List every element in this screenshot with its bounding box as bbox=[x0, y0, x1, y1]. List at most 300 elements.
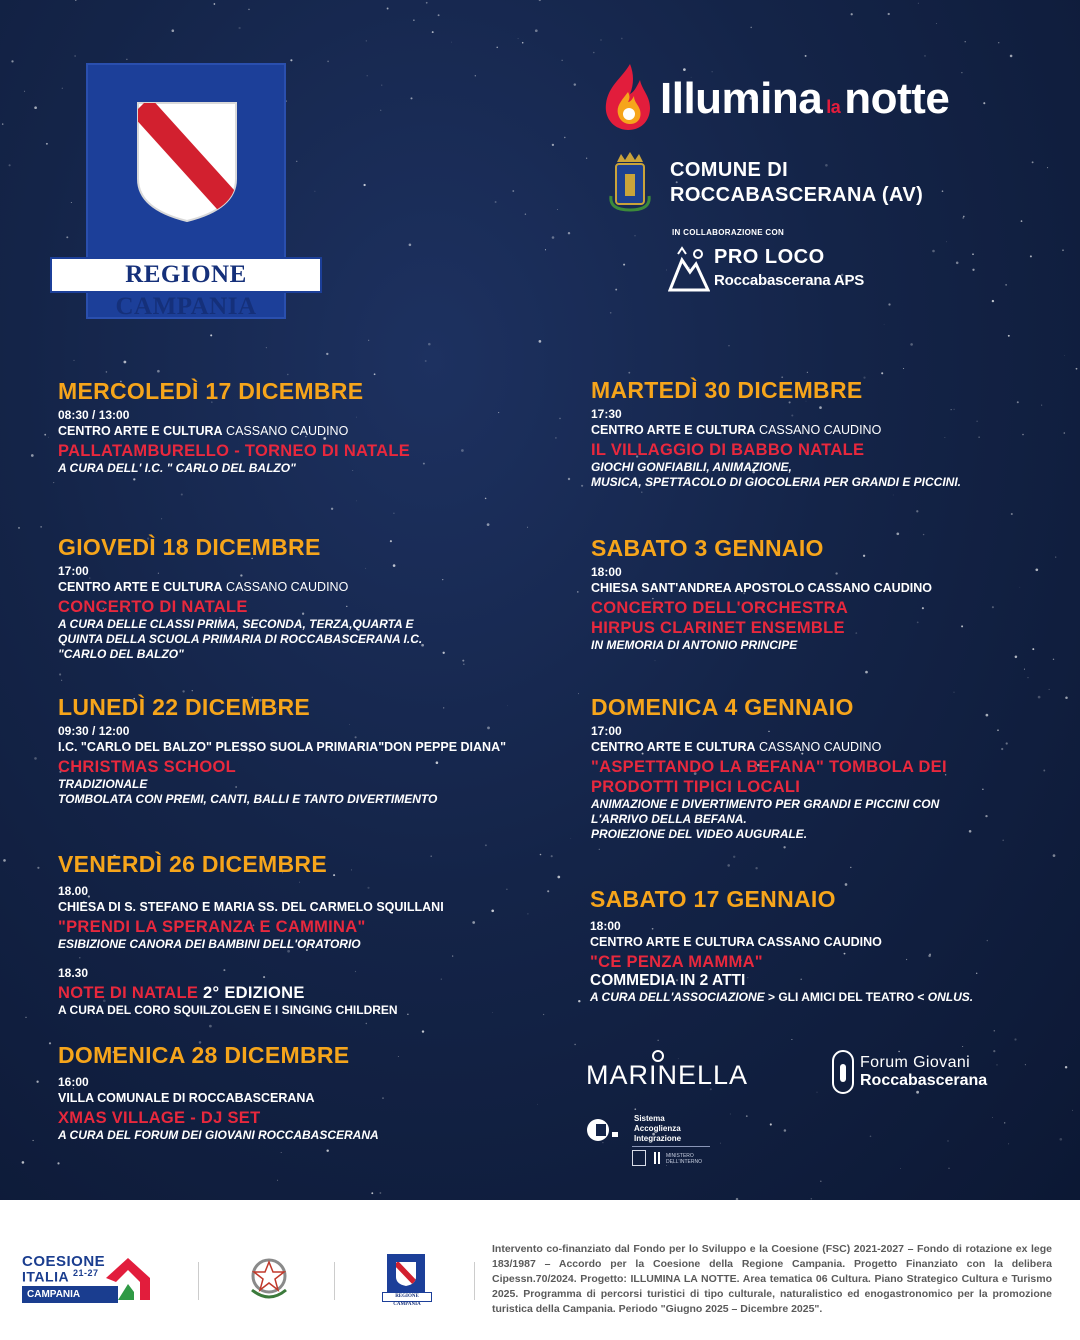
flame-icon bbox=[600, 62, 654, 132]
event-place-rest: CASSANO CAUDINO bbox=[755, 423, 882, 437]
star bbox=[327, 61, 329, 63]
star bbox=[562, 60, 563, 61]
star bbox=[22, 1161, 25, 1164]
star bbox=[948, 1168, 949, 1169]
star bbox=[425, 360, 427, 362]
star bbox=[851, 13, 853, 15]
star bbox=[491, 909, 494, 912]
star bbox=[495, 201, 497, 203]
star bbox=[496, 47, 497, 48]
star bbox=[366, 1023, 367, 1024]
star bbox=[485, 498, 487, 500]
star bbox=[574, 83, 576, 85]
star bbox=[578, 1000, 580, 1002]
star bbox=[366, 40, 367, 41]
star bbox=[1019, 587, 1020, 588]
event-desc: TRADIZIONALE bbox=[58, 777, 148, 791]
event-title: "PRENDI LA SPERANZA E CAMMINA" bbox=[58, 918, 366, 936]
star bbox=[1053, 854, 1056, 857]
star bbox=[11, 60, 13, 62]
star bbox=[25, 1017, 26, 1018]
star bbox=[393, 513, 395, 515]
event-title-2-white: 2° EDIZIONE bbox=[198, 984, 305, 1002]
star bbox=[615, 289, 617, 291]
star bbox=[487, 523, 490, 526]
star bbox=[811, 1198, 813, 1200]
star bbox=[1001, 748, 1003, 750]
star bbox=[1065, 697, 1068, 700]
event-place bbox=[591, 739, 947, 755]
event-place-bold: CENTRO ARTE E CULTURA bbox=[58, 580, 223, 594]
star bbox=[994, 1030, 996, 1032]
event-desc: "CARLO DEL BALZO" bbox=[58, 647, 184, 661]
star bbox=[1017, 401, 1019, 403]
star bbox=[586, 158, 587, 159]
event-domenica-28 bbox=[58, 1041, 379, 1143]
star bbox=[1008, 1144, 1009, 1145]
star bbox=[423, 463, 425, 465]
star bbox=[1021, 220, 1023, 222]
star bbox=[40, 526, 41, 527]
event-place bbox=[58, 579, 422, 595]
star bbox=[976, 421, 978, 423]
star bbox=[525, 213, 526, 214]
star bbox=[413, 20, 414, 21]
event-place-bold: CENTRO ARTE E CULTURA bbox=[58, 424, 223, 438]
star bbox=[374, 373, 376, 375]
event-place-bold: CHIESA SANT'ANDREA APOSTOLO CASSANO CAUDINO bbox=[591, 581, 932, 595]
star bbox=[547, 890, 549, 892]
star bbox=[1022, 434, 1024, 436]
star bbox=[74, 55, 75, 56]
collaboration-label: IN COLLABORAZIONE CON bbox=[672, 228, 785, 237]
star bbox=[621, 38, 623, 40]
event-time: 18:00 bbox=[590, 919, 621, 933]
star bbox=[238, 27, 240, 29]
event-day: SABATO 17 GENNAIO bbox=[590, 886, 836, 912]
star bbox=[451, 42, 452, 43]
event-desc: L'ARRIVO DELLA BEFANA. bbox=[591, 812, 747, 826]
event-place bbox=[58, 423, 410, 439]
star bbox=[3, 859, 6, 862]
star bbox=[48, 437, 49, 438]
star bbox=[1028, 677, 1029, 678]
sai-line-1: Sistema bbox=[634, 1114, 665, 1123]
event-title: "ASPETTANDO LA BEFANA" TOMBOLA DEI bbox=[591, 758, 947, 776]
star bbox=[442, 579, 443, 580]
star bbox=[870, 1136, 872, 1138]
star bbox=[972, 269, 974, 271]
star bbox=[996, 1064, 997, 1065]
star bbox=[936, 23, 937, 24]
star bbox=[106, 371, 108, 373]
star bbox=[46, 143, 48, 145]
star bbox=[552, 144, 554, 146]
event-giovedi-18 bbox=[58, 533, 422, 662]
star bbox=[1062, 249, 1064, 251]
star bbox=[1038, 696, 1041, 699]
star bbox=[1065, 1066, 1067, 1068]
star bbox=[961, 625, 963, 627]
star bbox=[9, 164, 11, 166]
star bbox=[462, 660, 464, 662]
star bbox=[1005, 284, 1006, 285]
coesione-campania-badge: CAMPANIA bbox=[22, 1286, 118, 1303]
event-day: LUNEDÌ 22 DICEMBRE bbox=[58, 694, 311, 720]
star bbox=[266, 347, 267, 348]
event-desc: PROIEZIONE DEL VIDEO AUGURALE. bbox=[591, 827, 808, 841]
star bbox=[543, 1014, 544, 1015]
star bbox=[850, 867, 851, 868]
star bbox=[44, 434, 46, 436]
star bbox=[33, 1140, 34, 1141]
star bbox=[181, 493, 183, 495]
star bbox=[884, 324, 885, 325]
star bbox=[539, 0, 541, 1]
forum-giovani-line-1: Forum Giovani bbox=[860, 1054, 971, 1071]
star bbox=[568, 232, 570, 234]
star bbox=[1064, 355, 1065, 356]
event-title: "CE PENZA MAMMA" bbox=[590, 953, 763, 971]
ministero-emblem-icon bbox=[632, 1150, 646, 1166]
star bbox=[209, 1025, 212, 1028]
star bbox=[1024, 669, 1025, 670]
coesione-years: 21-27 bbox=[72, 1268, 99, 1278]
star bbox=[387, 8, 389, 10]
event-title: CONCERTO DELL'ORCHESTRA bbox=[591, 599, 849, 617]
star bbox=[507, 705, 508, 706]
star bbox=[577, 591, 579, 593]
star bbox=[1053, 659, 1054, 660]
coesione-title: COESIONE bbox=[22, 1253, 106, 1270]
star bbox=[326, 353, 328, 355]
ministero-logo bbox=[632, 1146, 710, 1166]
star bbox=[443, 652, 445, 654]
star bbox=[564, 137, 565, 138]
star bbox=[932, 250, 935, 253]
star bbox=[987, 940, 988, 941]
star bbox=[972, 253, 974, 255]
star bbox=[545, 249, 546, 250]
star bbox=[600, 39, 601, 40]
star bbox=[956, 262, 959, 265]
event-desc: MUSICA, SPETTACOLO DI GIOCOLERIA PER GRANDI E PICCINI. bbox=[591, 475, 962, 489]
star bbox=[570, 838, 571, 839]
star bbox=[1049, 689, 1050, 690]
star bbox=[363, 184, 365, 186]
regione-campania-mini-logo bbox=[382, 1254, 432, 1307]
star bbox=[746, 1115, 748, 1117]
star bbox=[559, 418, 561, 420]
regione-campania-logo bbox=[50, 63, 322, 319]
event-time: 17:00 bbox=[591, 724, 622, 738]
star bbox=[527, 527, 528, 528]
star bbox=[965, 41, 966, 42]
event-place-bold: I.C. "CARLO DEL BALZO" PLESSO SUOLA PRIMARIA"DON PEPPE DIANA" bbox=[58, 740, 507, 754]
event-time: 18:00 bbox=[591, 565, 622, 579]
illumina-notte-word: notte bbox=[844, 74, 950, 123]
event-place bbox=[58, 899, 444, 915]
star bbox=[380, 1192, 382, 1194]
event-martedi-30 bbox=[591, 376, 961, 490]
star bbox=[992, 300, 994, 302]
star bbox=[214, 3, 216, 5]
star bbox=[992, 606, 994, 608]
star bbox=[331, 508, 333, 510]
star bbox=[463, 664, 464, 665]
star bbox=[133, 478, 135, 480]
star bbox=[290, 59, 292, 61]
star bbox=[356, 501, 357, 502]
event-place-rest: CASSANO CAUDINO bbox=[755, 740, 882, 754]
event-title-2-red: NOTE DI NATALE bbox=[58, 984, 199, 1002]
star bbox=[368, 340, 369, 341]
star bbox=[506, 889, 507, 890]
star bbox=[34, 106, 37, 109]
star bbox=[49, 1042, 51, 1044]
event-day: GIOVEDÌ 18 DICEMBRE bbox=[58, 534, 321, 560]
event-desc: ESIBIZIONE CANORA DEI BAMBINI DELL'ORATORIO bbox=[58, 937, 361, 951]
event-desc-2: A CURA DEL CORO SQUILZOLGEN E I SINGING CHILDREN bbox=[58, 1003, 398, 1017]
star bbox=[37, 867, 39, 869]
star bbox=[410, 97, 412, 99]
sai-line-3: Integrazione bbox=[634, 1134, 682, 1143]
star bbox=[277, 1180, 278, 1181]
event-place-bold: VILLA COMUNALE DI ROCCABASCERANA bbox=[58, 1091, 315, 1105]
event-time: 16:00 bbox=[58, 1075, 89, 1089]
star bbox=[578, 693, 579, 694]
star bbox=[124, 361, 127, 364]
illumina-wordmark bbox=[660, 74, 949, 124]
star bbox=[18, 527, 20, 529]
star bbox=[947, 1140, 948, 1141]
event-day: MERCOLEDÌ 17 DICEMBRE bbox=[58, 378, 364, 404]
star bbox=[900, 1168, 901, 1169]
event-desc-c: ONLUS. bbox=[927, 990, 974, 1004]
star bbox=[527, 913, 528, 914]
sai-logo-icon bbox=[586, 1116, 626, 1144]
star bbox=[998, 42, 999, 43]
star bbox=[472, 921, 475, 924]
star bbox=[993, 1050, 995, 1052]
star bbox=[628, 372, 630, 374]
event-desc-b: > GLI AMICI DEL TEATRO < bbox=[764, 990, 928, 1004]
star bbox=[409, 244, 412, 247]
event-title: XMAS VILLAGE - DJ SET bbox=[58, 1109, 261, 1127]
star bbox=[986, 714, 989, 717]
star bbox=[655, 660, 656, 661]
event-desc-a: A CURA DELL'ASSOCIAZIONE bbox=[590, 990, 765, 1004]
star bbox=[428, 343, 431, 346]
star bbox=[805, 55, 807, 57]
star bbox=[599, 849, 600, 850]
event-sabato-3 bbox=[591, 534, 932, 653]
event-lunedi-22 bbox=[58, 693, 506, 807]
star bbox=[61, 680, 62, 681]
marinella-logo: MARINELLA bbox=[586, 1060, 749, 1090]
star bbox=[382, 1097, 383, 1098]
star bbox=[942, 190, 944, 192]
event-venerdi-26 bbox=[58, 850, 444, 1018]
illumina-la-notte-logo bbox=[600, 62, 1040, 134]
star bbox=[498, 412, 499, 413]
star bbox=[2, 123, 3, 124]
star bbox=[658, 1040, 659, 1041]
event-time: 17:00 bbox=[58, 564, 89, 578]
star bbox=[326, 1149, 328, 1151]
star bbox=[978, 437, 979, 438]
star bbox=[910, 343, 913, 346]
star bbox=[946, 241, 947, 242]
star bbox=[817, 1092, 818, 1093]
comune-crest-icon bbox=[607, 152, 653, 212]
star bbox=[770, 1123, 772, 1125]
event-title: IL VILLAGGIO DI BABBO NATALE bbox=[591, 441, 865, 459]
star bbox=[512, 190, 514, 192]
star bbox=[727, 864, 730, 867]
star bbox=[422, 1030, 424, 1032]
star bbox=[287, 374, 288, 375]
star bbox=[893, 495, 894, 496]
star bbox=[381, 85, 382, 86]
star bbox=[623, 264, 625, 266]
star bbox=[157, 370, 160, 373]
star bbox=[24, 91, 25, 92]
sai-text bbox=[634, 1114, 681, 1144]
star bbox=[1014, 1038, 1016, 1040]
event-domenica-4 bbox=[591, 693, 947, 842]
event-place bbox=[58, 1090, 379, 1106]
event-time: 08:30 / 13:00 bbox=[58, 408, 130, 422]
star bbox=[1047, 167, 1048, 168]
event-desc: QUINTA DELLA SCUOLA PRIMARIA DI ROCCABASCERANA I.C. bbox=[58, 632, 423, 646]
star bbox=[755, 867, 757, 869]
star bbox=[750, 27, 752, 29]
star bbox=[888, 303, 890, 305]
star bbox=[865, 671, 868, 674]
star bbox=[1041, 405, 1042, 406]
star bbox=[535, 29, 538, 32]
coesione-subtitle bbox=[22, 1268, 98, 1285]
event-place-bold: CENTRO ARTE E CULTURA bbox=[591, 740, 756, 754]
star bbox=[1059, 1138, 1062, 1141]
star bbox=[1043, 770, 1045, 772]
star bbox=[1076, 368, 1078, 370]
star bbox=[807, 372, 808, 373]
event-desc: GIOCHI GONFIABILI, ANIMAZIONE, bbox=[591, 460, 792, 474]
star bbox=[34, 757, 37, 760]
coesione-italia: ITALIA bbox=[22, 1268, 69, 1285]
event-desc bbox=[590, 990, 973, 1005]
star bbox=[678, 1059, 679, 1060]
forum-giovani-icon bbox=[832, 1050, 854, 1094]
funding-disclaimer: Intervento co-finanziato dal Fondo per lo Sviluppo e la Coesione (FSC) 2021-2027 – Fondo di rotazione ex lege 183/1987 – Accordo per la Coesione della Regione Campania. Progetto Finanziato con la delibera Cipessn.70/2024. Progetto: ILLUMINA LA NOTTE. Area tematica 06 Cultura. Piano Strategico Cultura e Turismo 2025. Programma di percorsi turistici di tipo culturale, naturalistico ed enogastronomico per la promozione turistica della Campania. Periodo "Giugno 2025 – Dicembre 2025". bbox=[492, 1243, 1052, 1315]
star bbox=[555, 437, 557, 439]
comune-title bbox=[670, 158, 923, 208]
star bbox=[962, 1046, 963, 1047]
event-subtitle: COMMEDIA IN 2 ATTI bbox=[590, 972, 746, 989]
star bbox=[1030, 255, 1032, 257]
event-place bbox=[590, 934, 973, 950]
star bbox=[557, 209, 558, 210]
footer-divider bbox=[474, 1262, 475, 1300]
star bbox=[57, 1162, 59, 1164]
comune-line-2: ROCCABASCERANA (AV) bbox=[670, 184, 924, 206]
event-day: MARTEDÌ 30 DICEMBRE bbox=[591, 377, 863, 403]
event-time: 09:30 / 12:00 bbox=[58, 724, 130, 738]
regione-mini-shield-icon bbox=[395, 1261, 417, 1287]
star bbox=[367, 75, 368, 76]
star bbox=[574, 1044, 575, 1045]
pro-loco-mountain-icon bbox=[668, 246, 710, 292]
star bbox=[461, 449, 464, 452]
forum-giovani-line-2: Roccabascerana bbox=[860, 1072, 988, 1089]
star bbox=[522, 42, 524, 44]
event-title: PALLATAMBURELLO - TORNEO DI NATALE bbox=[58, 442, 411, 460]
event-place bbox=[591, 580, 932, 596]
star bbox=[641, 492, 642, 493]
star bbox=[492, 1012, 493, 1013]
star bbox=[728, 345, 729, 346]
star bbox=[634, 235, 635, 236]
event-place-bold: CHIESA DI S. STEFANO E MARIA SS. DEL CARMELO SQUILLANI bbox=[58, 900, 444, 914]
star bbox=[666, 270, 667, 271]
event-title: CONCERTO DI NATALE bbox=[58, 598, 248, 616]
event-place bbox=[591, 422, 961, 438]
star bbox=[1002, 840, 1004, 842]
star bbox=[398, 1056, 399, 1057]
event-place-rest: CASSANO CAUDINO bbox=[222, 580, 349, 594]
star bbox=[172, 29, 175, 32]
star bbox=[1025, 1064, 1026, 1065]
star bbox=[485, 844, 487, 846]
event-place-bold: CENTRO ARTE E CULTURA CASSANO CAUDINO bbox=[590, 935, 882, 949]
star bbox=[733, 856, 735, 858]
star bbox=[791, 1039, 792, 1040]
star bbox=[593, 52, 595, 54]
event-mercoledi-17 bbox=[58, 377, 410, 476]
sai-line-2: Accoglienza bbox=[634, 1124, 681, 1133]
star bbox=[1064, 432, 1066, 434]
event-day: SABATO 3 GENNAIO bbox=[591, 535, 824, 561]
star bbox=[924, 55, 926, 57]
star bbox=[551, 855, 553, 857]
star bbox=[1032, 648, 1034, 650]
star bbox=[248, 9, 250, 11]
star bbox=[916, 1091, 919, 1094]
star bbox=[432, 31, 434, 33]
star bbox=[963, 216, 965, 218]
star bbox=[720, 1143, 721, 1144]
star bbox=[53, 482, 54, 483]
star bbox=[982, 789, 983, 790]
star bbox=[380, 110, 381, 111]
star bbox=[31, 454, 34, 457]
star bbox=[518, 38, 519, 39]
event-title: CHRISTMAS SCHOOL bbox=[58, 758, 237, 776]
footer-divider bbox=[334, 1262, 335, 1300]
star bbox=[1072, 1110, 1073, 1111]
star bbox=[997, 729, 999, 731]
regione-mini-label: REGIONE CAMPANIA bbox=[382, 1292, 432, 1302]
star bbox=[992, 1117, 993, 1118]
star bbox=[537, 1104, 538, 1105]
star bbox=[730, 1114, 731, 1115]
event-time-2: 18.30 bbox=[58, 966, 89, 980]
event-title-line-2: PRODOTTI TIPICI LOCALI bbox=[591, 778, 801, 796]
star bbox=[192, 690, 193, 691]
star bbox=[540, 854, 542, 856]
